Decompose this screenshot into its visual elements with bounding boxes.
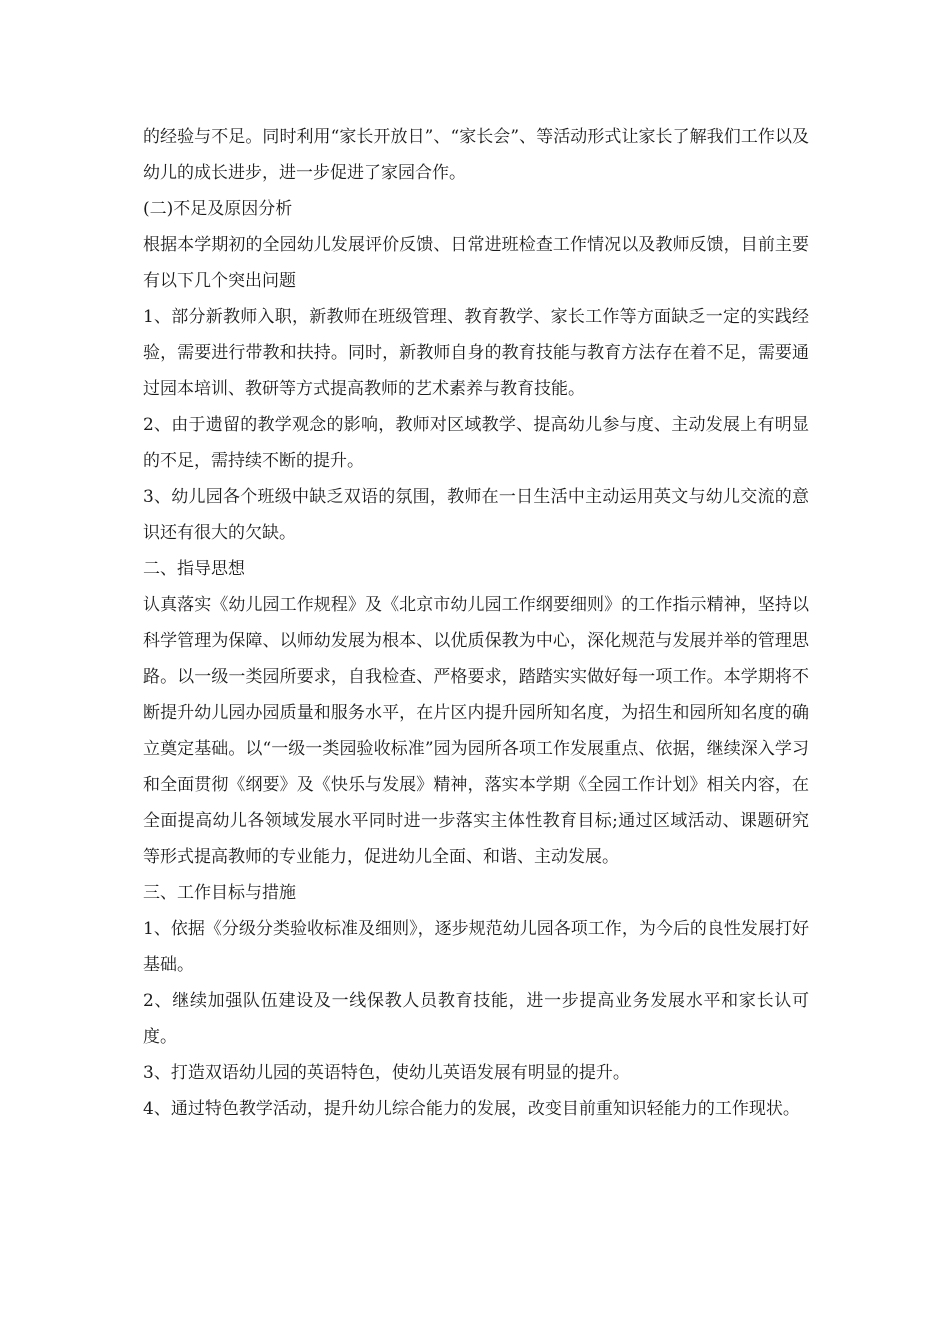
paragraph-shortcomings-intro: 根据本学期初的全园幼儿发展评价反馈、日常进班检查工作情况以及教师反馈，目前主要有以下几个突出问题 [143, 235, 809, 291]
subheading-shortcomings: (二)不足及原因分析 [143, 199, 293, 219]
list-item-goal-3: 3、打造双语幼儿园的英语特色，使幼儿英语发展有明显的提升。 [143, 1063, 630, 1083]
list-item-issue-2: 2、由于遗留的教学观念的影响，教师对区域教学、提高幼儿参与度、主动发展上有明显的不足，需持续不断的提升。 [143, 415, 809, 471]
list-item-issue-1: 1、部分新教师入职，新教师在班级管理、教育教学、家长工作等方面缺乏一定的实践经验，需要进行带教和扶持。同时，新教师自身的教育技能与教育方法存在着不足，需要通过园本培训、教研等方式提高教师的艺术素养与教育技能。 [143, 307, 809, 399]
list-item-issue-3: 3、幼儿园各个班级中缺乏双语的氛围，教师在一日生活中主动运用英文与幼儿交流的意识还有很大的欠缺。 [143, 487, 809, 543]
paragraph-intro-continuation: 的经验与不足。同时利用“家长开放日”、“家长会”、等活动形式让家长了解我们工作以及幼儿的成长进步，进一步促进了家园合作。 [143, 127, 809, 183]
list-item-goal-2: 2、继续加强队伍建设及一线保教人员教育技能，进一步提高业务发展水平和家长认可度。 [143, 991, 809, 1047]
list-item-goal-4: 4、通过特色教学活动，提升幼儿综合能力的发展，改变目前重知识轻能力的工作现状。 [143, 1099, 800, 1119]
section-heading-goals-measures: 三、工作目标与措施 [143, 883, 296, 903]
paragraph-guiding-ideology: 认真落实《幼儿园工作规程》及《北京市幼儿园工作纲要细则》的工作指示精神，坚持以科学管理为保障、以师幼发展为根本、以优质保教为中心，深化规范与发展并举的管理思路。以一级一类园所要求，自我检查、严格要求，踏踏实实做好每一项工作。本学期将不断提升幼儿园办园质量和服务水平，在片区内提升园所知名度，为招生和园所知名度的确立奠定基础。以“一级一类园验收标准”园为园所各项工作发展重点、依据，继续深入学习和全面贯彻《纲要》及《快乐与发展》精神，落实本学期《全园工作计划》相关内容，在全面提高幼儿各领域发展水平同时进一步落实主体性教育目标;通过区域活动、课题研究等形式提高教师的专业能力，促进幼儿全面、和谐、主动发展。 [143, 595, 809, 867]
section-heading-guiding-ideology: 二、指导思想 [143, 559, 245, 579]
document-body [143, 119, 809, 1127]
list-item-goal-1: 1、依据《分级分类验收标准及细则》，逐步规范幼儿园各项工作，为今后的良性发展打好基础。 [143, 919, 809, 975]
